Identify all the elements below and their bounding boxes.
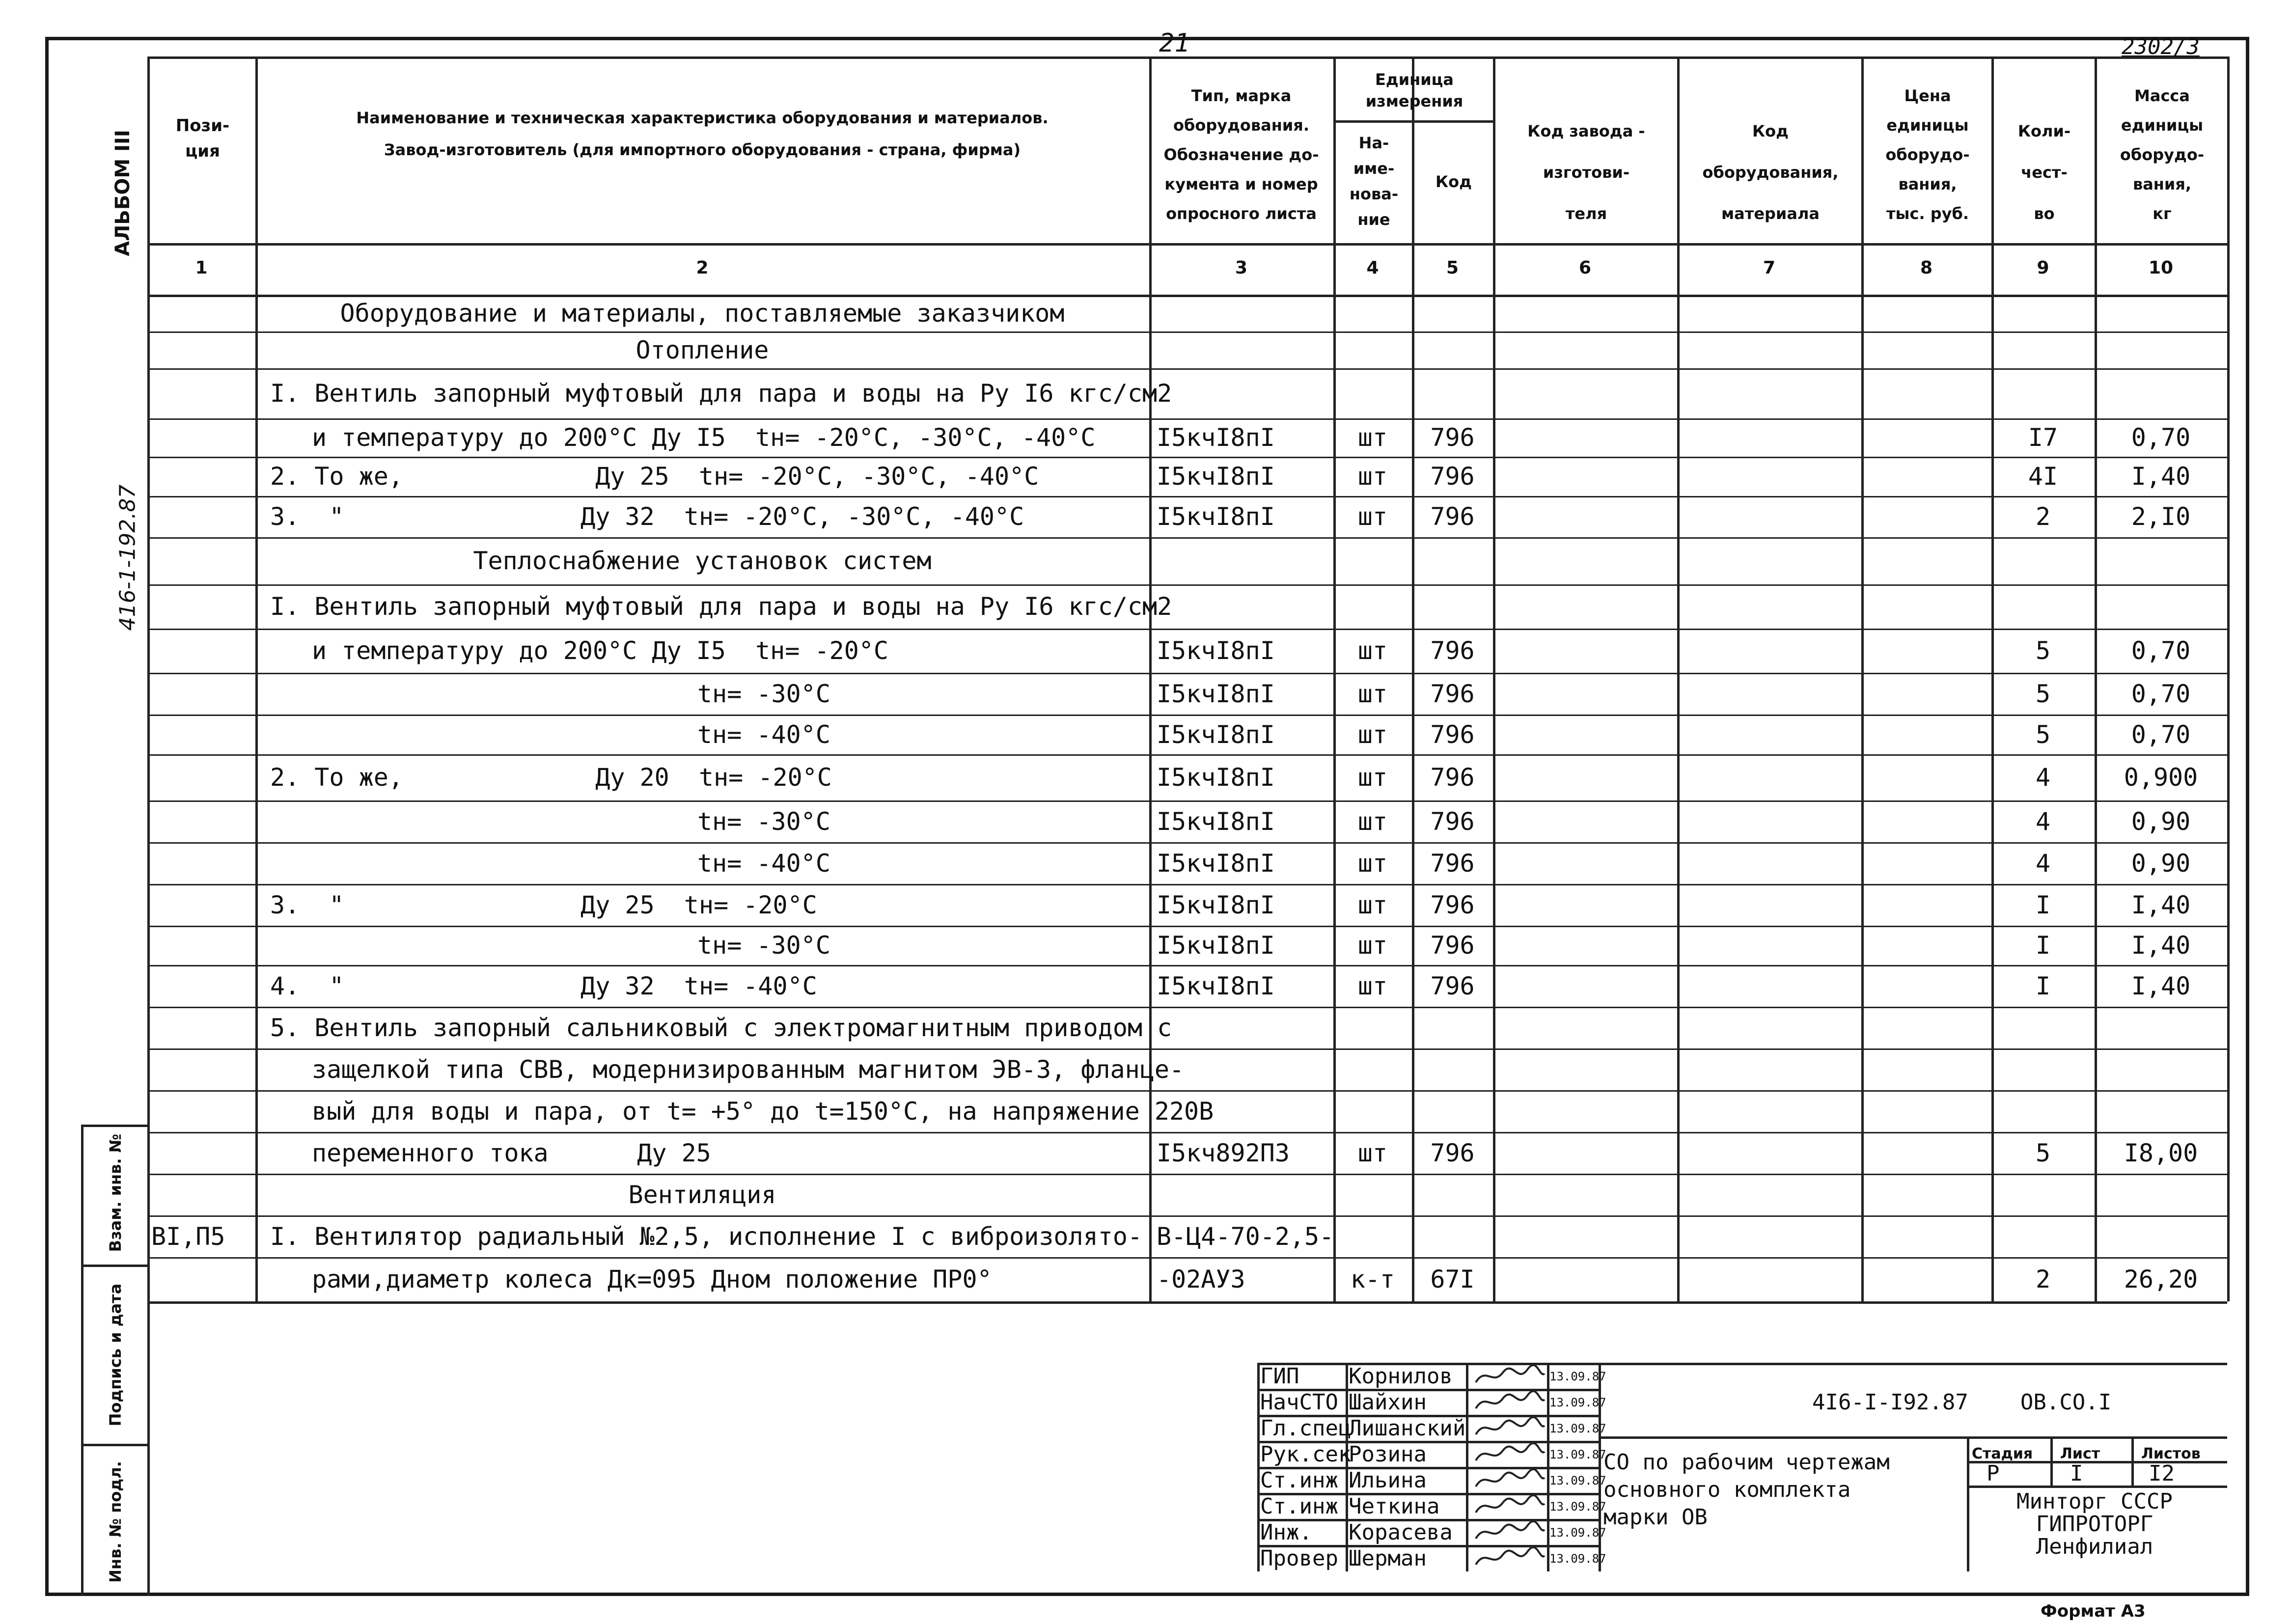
column-number: 9	[2037, 258, 2049, 278]
sheet-value: I	[2070, 1461, 2083, 1486]
unit-name-cell: к-т	[1350, 1265, 1395, 1294]
column-number: 4	[1366, 258, 1379, 278]
item-name-cell: tн= -30°С	[697, 807, 830, 836]
unit-name-cell: шт	[1357, 679, 1388, 708]
type-cell: I5кч892П3	[1157, 1138, 1290, 1167]
signer-role: НачСТО	[1260, 1390, 1338, 1415]
signer-date: 13.09.87	[1549, 1396, 1606, 1409]
unit-code-cell: 796	[1430, 971, 1475, 1000]
mass-cell: 0,70	[2131, 423, 2191, 452]
quantity-cell: 4	[2035, 807, 2051, 836]
type-cell: I5кчI8пI	[1157, 849, 1275, 878]
column-number: 2	[696, 258, 709, 278]
unit-code-cell: 796	[1430, 502, 1475, 531]
organization: Минторг СССР ГИПРОТОРГ Ленфилиал	[2016, 1489, 2173, 1559]
mass-cell: 0,900	[2124, 763, 2198, 792]
item-name-cell: tн= -30°С	[697, 931, 830, 960]
signer-role: Ст.инж	[1260, 1494, 1338, 1519]
header-equipment-code: Код оборудования, материала	[1702, 122, 1839, 223]
unit-name-cell: шт	[1357, 636, 1388, 665]
item-name-cell: I. Вентилятор радиальный №2,5, исполнение I с виброизолято-	[270, 1222, 1143, 1251]
quantity-cell: 5	[2035, 720, 2051, 749]
quantity-cell: I	[2035, 931, 2051, 960]
item-name-cell: Теплоснабжение установок систем	[473, 547, 932, 575]
sheet-code: 2302/3	[2122, 34, 2200, 59]
item-name-cell: I. Вентиль запорный муфтовый для пара и воды на Ру I6 кгс/см2	[270, 379, 1172, 408]
signature-scribble	[1471, 1520, 1549, 1544]
signature-scribble	[1471, 1390, 1549, 1414]
quantity-cell: 5	[2035, 1138, 2051, 1167]
unit-name-cell: шт	[1357, 462, 1388, 491]
column-number: 5	[1446, 258, 1459, 278]
signer-name: Корнилов	[1349, 1364, 1453, 1389]
item-name-cell: 4. " Ду 32 tн= -40°С	[270, 971, 817, 1000]
quantity-cell: 5	[2035, 636, 2051, 665]
unit-code-cell: 796	[1430, 1138, 1475, 1167]
item-name-cell: 5. Вентиль запорный сальниковый с электромагнитным приводом с	[270, 1013, 1172, 1042]
item-name-cell: и температуру до 200°С Ду I5 tн= -20°С, -30°С, -40°С	[312, 423, 1096, 452]
item-name-cell: 3. " Ду 25 tн= -20°С	[270, 890, 817, 919]
unit-code-cell: 796	[1430, 462, 1475, 491]
signer-name: Шерман	[1349, 1546, 1427, 1571]
mass-cell: 2,I0	[2131, 502, 2191, 531]
unit-name-cell: шт	[1357, 1138, 1388, 1167]
type-cell: I5кчI8пI	[1157, 890, 1275, 919]
quantity-cell: 5	[2035, 679, 2051, 708]
album-label: АЛЬБОМ III	[111, 130, 134, 256]
unit-code-cell: 796	[1430, 636, 1475, 665]
unit-name-cell: шт	[1357, 423, 1388, 452]
field-inv-no: Инв. № подл.	[106, 1461, 125, 1583]
type-cell: I5кчI8пI	[1157, 423, 1275, 452]
signature-scribble	[1471, 1416, 1549, 1440]
signer-name: Ильина	[1349, 1468, 1427, 1493]
unit-code-cell: 796	[1430, 720, 1475, 749]
type-cell: I5кчI8пI	[1157, 763, 1275, 792]
sheets-label: Листов	[2141, 1445, 2201, 1462]
type-cell: -02АУ3	[1157, 1265, 1245, 1294]
quantity-cell: 2	[2035, 502, 2051, 531]
signer-date: 13.09.87	[1549, 1500, 1606, 1514]
signer-role: Провер	[1260, 1546, 1338, 1571]
mass-cell: 0,90	[2131, 849, 2191, 878]
signer-name: Розина	[1349, 1442, 1427, 1467]
format-label: Формат А3	[2041, 1601, 2146, 1621]
signer-role: Инж.	[1260, 1520, 1312, 1545]
item-name-cell: и температуру до 200°С Ду I5 tн= -20°С	[312, 636, 888, 665]
stage-value: Р	[1987, 1461, 2000, 1486]
unit-code-cell: 67I	[1430, 1265, 1475, 1294]
column-number: 10	[2148, 258, 2174, 278]
mass-cell: 0,70	[2131, 679, 2191, 708]
quantity-cell: I7	[2028, 423, 2058, 452]
signer-role: Гл.спец	[1260, 1416, 1352, 1441]
header-unit-name: На- име- нова- ние	[1349, 134, 1399, 229]
mass-cell: I,40	[2131, 462, 2191, 491]
item-name-cell: 2. То же, Ду 20 tн= -20°С	[270, 763, 832, 792]
header-unit-group: Единица измерения	[1365, 70, 1463, 110]
type-cell: I5кчI8пI	[1157, 502, 1275, 531]
header-position: Пози- ция	[175, 116, 230, 161]
quantity-cell: I	[2035, 971, 2051, 1000]
item-name-cell: tн= -40°С	[697, 849, 830, 878]
field-replace-inv: Взам. инв. №	[106, 1133, 125, 1252]
signer-date: 13.09.87	[1549, 1526, 1606, 1540]
header-mass: Масса единицы оборудо- вания, кг	[2120, 86, 2205, 223]
header-factory-code: Код завода - изготови- теля	[1527, 122, 1645, 223]
item-name-cell: рами,диаметр колеса Дк=095 Дном положение ПР0°	[312, 1265, 992, 1294]
column-number: 3	[1235, 258, 1248, 278]
unit-name-cell: шт	[1357, 720, 1388, 749]
unit-name-cell: шт	[1357, 807, 1388, 836]
header-name-line2: Завод-изготовитель (для импортного оборудования - страна, фирма)	[384, 140, 1021, 159]
type-cell: I5кчI8пI	[1157, 720, 1275, 749]
quantity-cell: 4I	[2028, 462, 2058, 491]
header-quantity: Коли- чест- во	[2017, 122, 2071, 223]
column-number: 8	[1920, 258, 1933, 278]
unit-code-cell: 796	[1430, 423, 1475, 452]
type-cell: I5кчI8пI	[1157, 462, 1275, 491]
type-cell: I5кчI8пI	[1157, 931, 1275, 960]
mass-cell: 0,70	[2131, 720, 2191, 749]
mass-cell: I,40	[2131, 971, 2191, 1000]
unit-code-cell: 796	[1430, 763, 1475, 792]
item-name-cell: I. Вентиль запорный муфтовый для пара и воды на Ру I6 кгс/см2	[270, 592, 1172, 621]
signer-date: 13.09.87	[1549, 1474, 1606, 1487]
mass-cell: I,40	[2131, 931, 2191, 960]
type-cell: I5кчI8пI	[1157, 679, 1275, 708]
doc-description: СО по рабочим чертежам основного комплекта марки ОВ	[1603, 1450, 1890, 1530]
signer-date: 13.09.87	[1549, 1552, 1606, 1566]
type-cell: В-Ц4-70-2,5-	[1157, 1222, 1334, 1251]
quantity-cell: 4	[2035, 849, 2051, 878]
signature-scribble	[1471, 1442, 1549, 1466]
sheet-label: Лист	[2060, 1445, 2100, 1462]
signer-name: Корасева	[1349, 1520, 1453, 1545]
quantity-cell: I	[2035, 890, 2051, 919]
item-name-cell: tн= -30°С	[697, 679, 830, 708]
header-type: Тип, марка оборудования. Обозначение до- кумента и номер опросного листа	[1163, 86, 1319, 223]
type-cell: I5кчI8пI	[1157, 971, 1275, 1000]
unit-name-cell: шт	[1357, 502, 1388, 531]
item-name-cell: защелкой типа СВВ, модернизированным магнитом ЭВ-3, фланце-	[312, 1055, 1185, 1084]
item-name-cell: вый для воды и пара, от t= +5° до t=150°С, на напряжение 220В	[312, 1097, 1214, 1126]
item-name-cell: tн= -40°С	[697, 720, 830, 749]
signer-name: Шайхин	[1349, 1390, 1427, 1415]
item-name-cell: 3. " Ду 32 tн= -20°С, -30°С, -40°С	[270, 502, 1024, 531]
signature-scribble	[1471, 1468, 1549, 1492]
item-name-cell: Вентиляция	[628, 1180, 776, 1209]
unit-code-cell: 796	[1430, 849, 1475, 878]
signer-date: 13.09.87	[1549, 1370, 1606, 1383]
unit-name-cell: шт	[1357, 890, 1388, 919]
field-sign-date: Подпись и дата	[106, 1283, 125, 1427]
mass-cell: 0,90	[2131, 807, 2191, 836]
mass-cell: 26,20	[2124, 1265, 2198, 1294]
mass-cell: 0,70	[2131, 636, 2191, 665]
doc-code: 4I6-I-I92.87 ОВ.СО.I	[1812, 1390, 2112, 1415]
stage-label: Стадия	[1972, 1445, 2033, 1462]
unit-name-cell: шт	[1357, 763, 1388, 792]
type-cell: I5кчI8пI	[1157, 636, 1275, 665]
column-number: 7	[1763, 258, 1776, 278]
position-cell: BI,П5	[151, 1222, 225, 1251]
unit-code-cell: 796	[1430, 807, 1475, 836]
mass-cell: I,40	[2131, 890, 2191, 919]
signature-scribble	[1471, 1546, 1549, 1570]
column-number: 1	[195, 258, 208, 278]
item-name-cell: переменного тока Ду 25	[312, 1138, 711, 1167]
signer-date: 13.09.87	[1549, 1448, 1606, 1461]
unit-code-cell: 796	[1430, 890, 1475, 919]
signer-name: Лишанский	[1349, 1416, 1466, 1441]
unit-code-cell: 796	[1430, 931, 1475, 960]
quantity-cell: 2	[2035, 1265, 2051, 1294]
mass-cell: I8,00	[2124, 1138, 2198, 1167]
header-price: Цена единицы оборудо- вания, тыс. руб.	[1885, 86, 1970, 223]
signature-scribble	[1471, 1494, 1549, 1518]
unit-name-cell: шт	[1357, 931, 1388, 960]
item-name-cell: 2. То же, Ду 25 tн= -20°С, -30°С, -40°С	[270, 462, 1039, 491]
type-cell: I5кчI8пI	[1157, 807, 1275, 836]
quantity-cell: 4	[2035, 763, 2051, 792]
unit-name-cell: шт	[1357, 971, 1388, 1000]
sheets-value: I2	[2149, 1461, 2175, 1486]
unit-name-cell: шт	[1357, 849, 1388, 878]
project-side-label: 416-1-192.87	[115, 484, 140, 631]
column-number: 6	[1578, 258, 1592, 278]
item-name-cell: Оборудование и материалы, поставляемые заказчиком	[340, 299, 1065, 328]
page-number: 21	[1159, 28, 1190, 58]
signer-date: 13.09.87	[1549, 1422, 1606, 1435]
item-name-cell: Отопление	[635, 335, 769, 364]
signer-role: Рук.сек	[1260, 1442, 1352, 1467]
signer-role: Ст.инж	[1260, 1468, 1338, 1493]
unit-code-cell: 796	[1430, 679, 1475, 708]
signer-role: ГИП	[1260, 1364, 1299, 1389]
signature-scribble	[1471, 1364, 1549, 1388]
header-name-line1: Наименование и техническая характеристика оборудования и материалов.	[356, 109, 1049, 127]
signer-name: Четкина	[1349, 1494, 1440, 1519]
header-unit-code: Код	[1435, 172, 1472, 191]
